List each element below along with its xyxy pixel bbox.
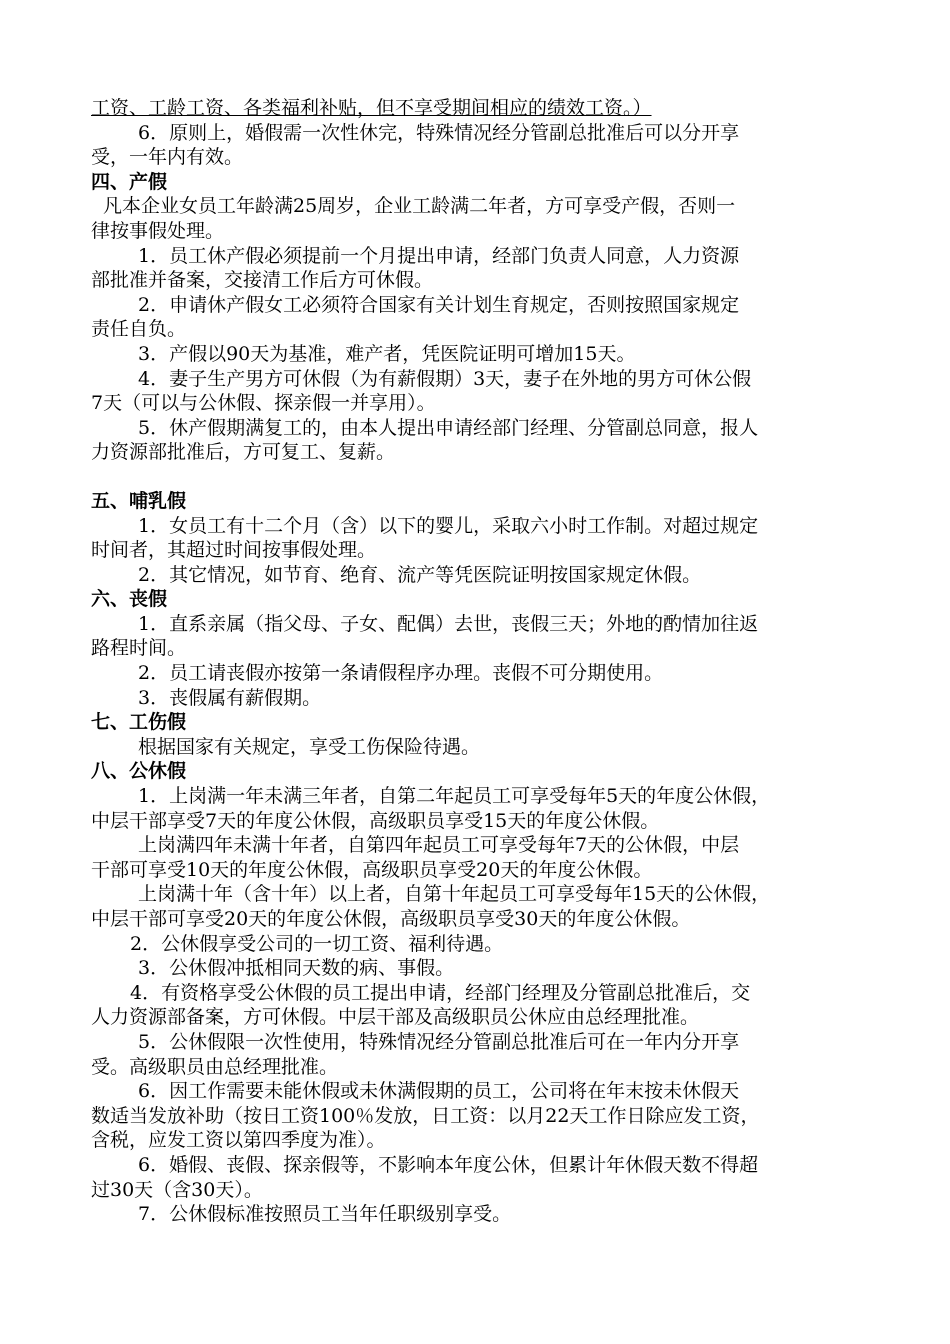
- text-line: 时间者，其超过时间按事假处理。: [91, 539, 377, 562]
- text-line: 受。高级职员由总经理批准。: [91, 1055, 339, 1078]
- text-line: 7．公休假标准按照员工当年任职级别享受。: [138, 1203, 512, 1226]
- text-line: 部批准并备案，交接清工作后方可休假。: [91, 269, 434, 292]
- text-line: 3．产假以90天为基准，难产者，凭医院证明可增加15天。: [138, 342, 636, 365]
- text-line: 含税，应发工资以第四季度为准）。: [91, 1129, 386, 1152]
- section-heading: 六、丧假: [91, 588, 168, 611]
- text-line: 2．申请休产假女工必须符合国家有关计划生育规定，否则按照国家规定: [138, 293, 740, 316]
- text-line: 律按事假处理。: [91, 219, 225, 242]
- text-line: 过30天（含30天）。: [91, 1178, 263, 1201]
- text-line: 路程时间。: [91, 637, 187, 660]
- document-body: [91, 96, 863, 1227]
- text-line: 2．其它情况，如节育、绝育、流产等凭医院证明按国家规定休假。: [138, 563, 702, 586]
- text-line: 6．因工作需要未能休假或未休满假期的员工，公司将在年末按未休假天: [138, 1080, 740, 1103]
- text-line: 1．直系亲属（指父母、子女、配偶）去世，丧假三天；外地的酌情加往返: [138, 612, 759, 635]
- text-line: 凡本企业女员工年龄满25周岁，企业工龄满二年者，方可享受产假，否则一: [103, 195, 736, 218]
- text-line: 根据国家有关规定，享受工伤保险待遇。: [138, 735, 481, 758]
- text-line: 4．有资格享受公休假的员工提出申请，经部门经理及分管副总批准后，交: [130, 981, 751, 1004]
- text-line: 3．丧假属有薪假期。: [138, 686, 322, 709]
- text-line: 7天（可以与公休假、探亲假一并享用）。: [91, 392, 436, 415]
- text-line: 受，一年内有效。: [91, 146, 244, 169]
- section-heading: 五、哺乳假: [91, 489, 187, 512]
- text-line: 干部可享受10天的年度公休假，高级职员享受20天的年度公休假。: [91, 858, 653, 881]
- text-line: 1．女员工有十二个月（含）以下的婴儿，采取六小时工作制。对超过规定: [138, 514, 759, 537]
- text-line: 中层干部可享受20天的年度公休假，高级职员享受30天的年度公休假。: [91, 908, 691, 930]
- text-line: 1．员工休产假必须提前一个月提出申请，经部门负责人同意，人力资源: [138, 244, 740, 267]
- text-line: 6．原则上，婚假需一次性休完，特殊情况经分管副总批准后可以分开享: [138, 121, 740, 144]
- text-line: 中层干部享受7天的年度公休假，高级职员享受15天的年度公休假。: [91, 809, 660, 832]
- text-line: 1．上岗满一年未满三年者，自第二年起员工可享受每年5天的年度公休假，: [138, 785, 771, 808]
- text-line: 5．公休假限一次性使用，特殊情况经分管副总批准后可在一年内分开享: [138, 1030, 740, 1053]
- text-line: 数适当发放补助（按日工资100％发放，日工资：以月22天工作日除应发工资，: [91, 1104, 760, 1127]
- text-line: 2．员工请丧假亦按第一条请假程序办理。丧假不可分期使用。: [138, 662, 664, 685]
- section-heading: 七、工伤假: [91, 711, 187, 734]
- text-line: 上岗满四年未满十年者，自第四年起员工可享受每年7天的公休假，中层: [138, 834, 740, 857]
- text-line: 3．公休假冲抵相同天数的病、事假。: [138, 957, 455, 980]
- text-line: 2．公休假享受公司的一切工资、福利待遇。: [130, 932, 504, 955]
- text-line: 人力资源部备案，方可休假。中层干部及高级职员公休应由总经理批准。: [91, 1006, 700, 1029]
- section-heading: 四、产假: [91, 170, 168, 193]
- blank-line: [91, 465, 863, 489]
- text-line: 5．休产假期满复工的，由本人提出申请经部门经理、分管副总同意，报人: [138, 416, 759, 439]
- text-line: 力资源部批准后，方可复工、复薪。: [91, 441, 396, 464]
- section-heading: 八、公休假: [91, 760, 187, 783]
- text-line: 工资、工龄工资、各类福利补贴，但不享受期间相应的绩效工资。）: [91, 97, 652, 119]
- text-line: 上岗满十年（含十年）以上者，自第十年起员工可享受每年15天的公休假，: [138, 883, 771, 906]
- text-line: 6．婚假、丧假、探亲假等，不影响本年度公休，但累计年休假天数不得超: [138, 1153, 759, 1176]
- text-line: 责任自负。: [91, 318, 187, 341]
- text-line: 4．妻子生产男方可休假（为有薪假期）3天，妻子在外地的男方可休公假: [138, 367, 752, 390]
